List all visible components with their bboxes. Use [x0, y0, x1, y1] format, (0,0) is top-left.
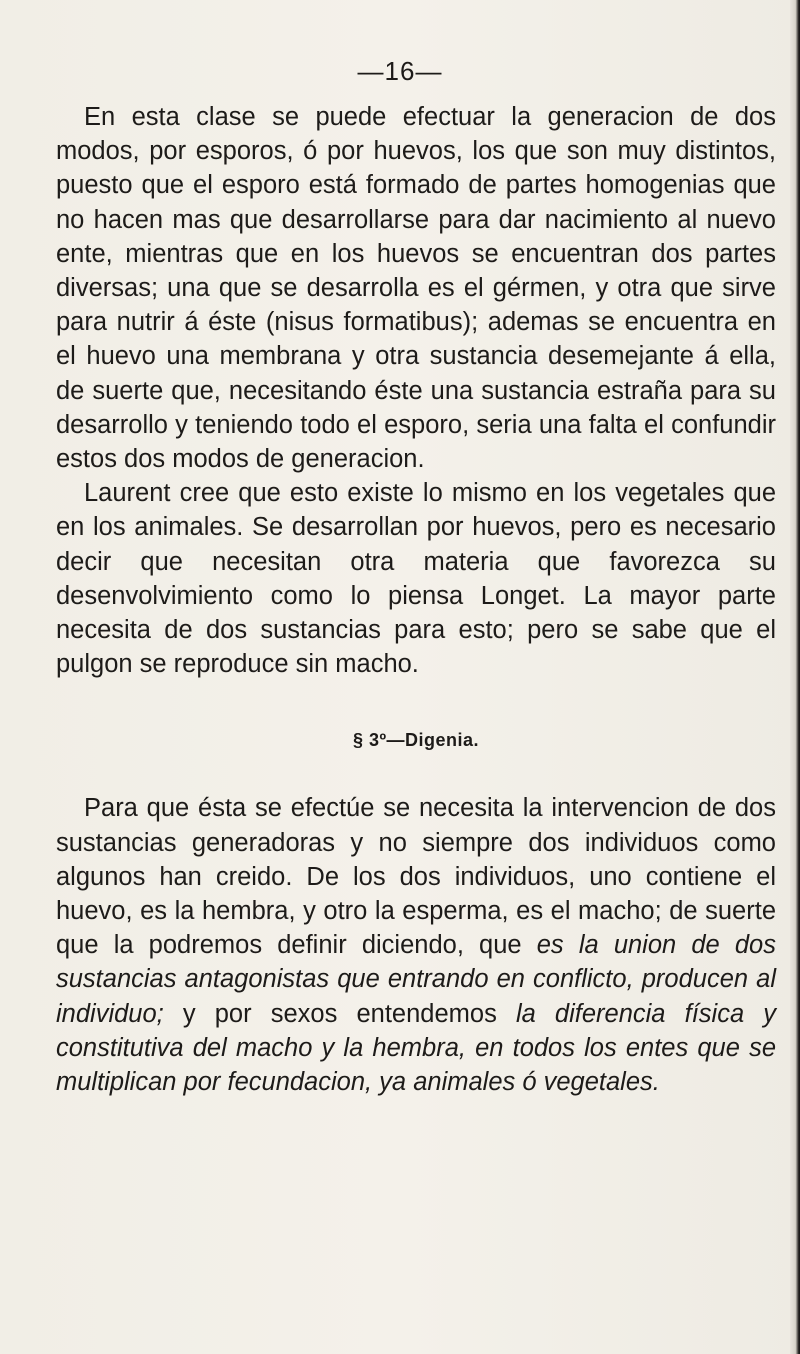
section-heading: § 3º—Digenia.	[352, 730, 480, 751]
paragraph-3	[56, 791, 776, 1099]
sex-definition-italic: la diferencia física y constitutiva del macho y la hembra, en todos los entes que se multiplican por fecundacion, ya animales ó vegetales.	[56, 999, 777, 1097]
page-number: —16—	[357, 56, 443, 86]
paragraph-2: Laurent cree que esto existe lo mismo en los vegetales que en los animales. Se desarrollan por huevos, pero es necesario decir que necesitan otra materia que favorezca su desenvolvimiento como lo piensa Longet. La mayor parte necesita de dos sustancias para esto; pero se sabe que el pulgon se reproduce sin macho.	[56, 479, 776, 679]
page-edge-shadow	[790, 0, 800, 1354]
definition-italic: es la union de dos sustancias antagonistas que entrando en conflicto, producen al individuo;	[56, 931, 776, 1028]
paragraph-1: En esta clase se puede efectuar la generacion de dos modos, por esporos, ó por huevos, los que son muy distintos, puesto que el esporo está formado de partes homogenias que no hacen mas que desarrollarse para dar nacimiento al nuevo ente, mientras que en los huevos se encuentran dos partes diversas; una que se desarrolla es el gérmen, y otra que sirve para nutrir á éste (nisus formatibus); ademas se encuentra en el huevo una membrana y otra sustancia desemejante á ella, de suerte que, necesitando éste una sustancia estraña para su desarrollo y teniendo todo el esporo, seria una falta el confundir estos dos modos de generacion.	[56, 103, 776, 474]
body-text	[56, 100, 776, 1099]
paragraph-3-text-b: y por sexos entendemos	[163, 999, 516, 1028]
paragraph-3-text-a: Para que ésta se efectúe se necesita la intervencion de dos sustancias generadoras y no siempre dos individuos como algunos han creido. De los dos individuos, uno contiene el huevo, es la hembra, y otro la esperma, es el macho; de suerte que la podremos definir diciendo, que	[56, 794, 776, 960]
